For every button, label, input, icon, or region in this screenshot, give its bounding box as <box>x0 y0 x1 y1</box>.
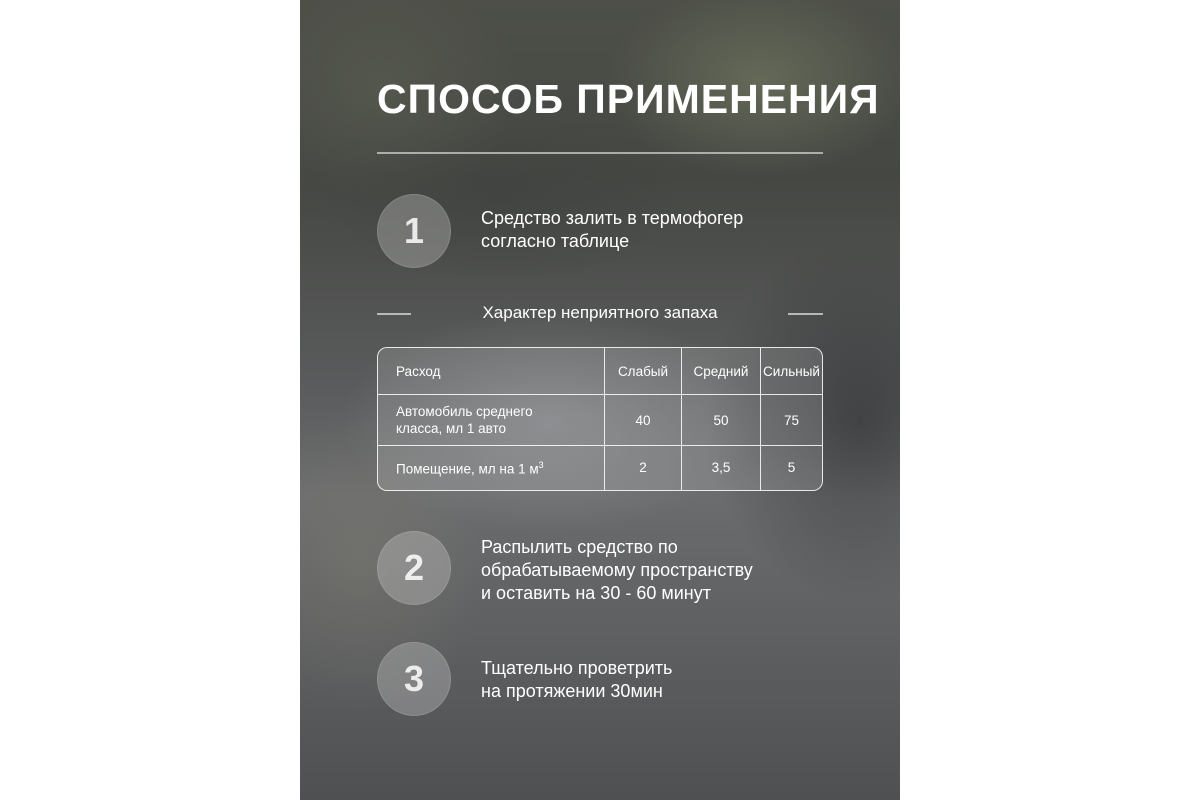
header-cell-weak: Слабый <box>605 348 682 395</box>
step-2-line-2: обрабатываемому пространству <box>481 560 753 580</box>
step-2-text <box>481 536 801 605</box>
header-cell-consumption: Расход <box>378 348 605 395</box>
instruction-panel <box>300 0 900 800</box>
section-left-rule <box>377 313 411 315</box>
cell-room-medium: 3,5 <box>682 445 761 490</box>
page-title: СПОСОБ ПРИМЕНЕНИЯ <box>377 76 880 122</box>
step-2-line-1: Распылить средство по <box>481 537 678 557</box>
step-1-line-2: согласно таблице <box>481 231 630 251</box>
cell-car-medium: 50 <box>682 395 761 446</box>
title-divider <box>377 152 823 154</box>
header-cell-strong: Сильный <box>761 348 823 395</box>
step-1-text <box>481 207 801 253</box>
step-3-number-badge: 3 <box>377 642 451 716</box>
step-3-line-2: на протяжении 30мин <box>481 681 663 701</box>
cell-car-weak: 40 <box>605 395 682 446</box>
section-title: Характер неприятного запаха <box>482 303 718 322</box>
row-label-car <box>378 395 605 446</box>
step-1-line-1: Средство залить в термофогер <box>481 208 744 228</box>
table-row <box>378 445 822 490</box>
section-right-rule <box>788 313 823 315</box>
dosage-table <box>377 347 823 491</box>
step-3-line-1: Тщательно проветрить <box>481 658 673 678</box>
row-label-room-superscript: 3 <box>538 459 544 470</box>
step-2-number-badge: 2 <box>377 531 451 605</box>
cell-room-strong: 5 <box>787 460 796 476</box>
row-label-room <box>378 445 605 490</box>
table-row <box>378 395 822 446</box>
cell-room-weak: 2 <box>605 445 682 490</box>
cell-car-strong: 75 <box>761 395 823 446</box>
step-3-text <box>481 657 801 703</box>
row-label-car-line-1: Автомобиль среднего <box>396 404 533 419</box>
step-1-number-badge: 1 <box>377 194 451 268</box>
row-label-car-line-2: класса, мл 1 авто <box>396 421 507 436</box>
header-cell-medium: Средний <box>682 348 761 395</box>
row-label-room-text: Помещение, мл на 1 м <box>396 461 539 477</box>
step-2-line-3: и оставить на 30 - 60 минут <box>481 583 711 603</box>
table-header-row <box>378 348 822 395</box>
